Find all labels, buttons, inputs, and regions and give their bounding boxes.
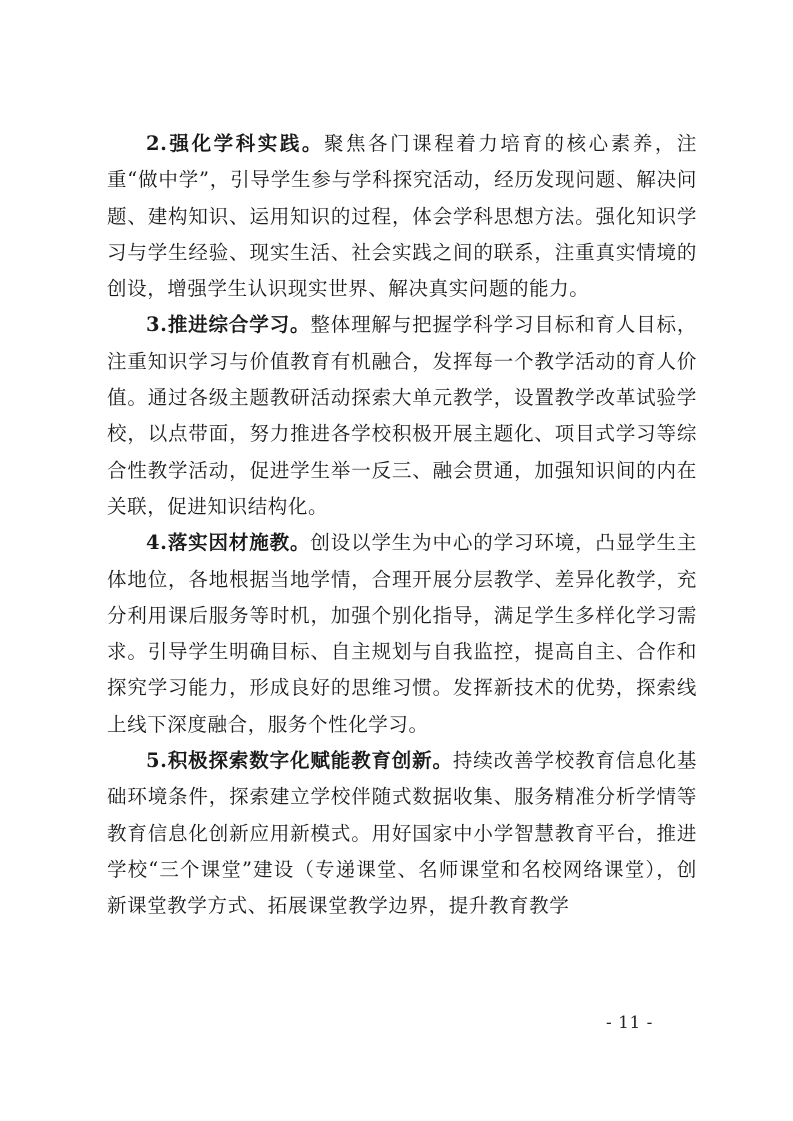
paragraph-text: 创设以学生为中心的学习环境，凸显学生主体地位，各地根据当地学情，合理开展分层教学、差异化教学，充分利用课后服务等时机，加强个别化指导，满足学生多样化学习需求。引导学生明确目标、自主规划与自我监控，提高自主、合作和探究学习能力，形成良好的思维习惯。发挥新技术的优势，探索线上线下深度融合，服务个性化学习。 (107, 531, 697, 736)
paragraph-digital-innovation (107, 743, 697, 924)
paragraph-subject-practice (107, 126, 697, 307)
paragraph-integrated-learning (107, 307, 697, 525)
paragraph-heading: 5.积极探索数字化赋能教育创新。 (146, 749, 453, 773)
paragraph-text: 持续改善学校教育信息化基础环境条件，探索建立学校伴随式数据收集、服务精准分析学情等教育信息化创新应用新模式。用好国家中小学智慧教育平台，推进学校“三个课堂”建设（专递课堂、名师课堂和名校网络课堂），创新课堂教学方式、拓展课堂教学边界，提升教育教学 (107, 749, 697, 918)
paragraph-heading: 2.强化学科实践。 (146, 132, 324, 155)
document-body (107, 126, 697, 925)
paragraph-text: 整体理解与把握学科学习目标和育人目标，注重知识学习与价值教育有机融合，发挥每一个教学活动的育人价值。通过各级主题教研活动探索大单元教学，设置教学改革试验学校，以点带面，努力推进各学校积极开展主题化、项目式学习等综合性教学活动，促进学生举一反三、融会贯通，加强知识间的内在关联，促进知识结构化。 (107, 313, 697, 518)
paragraph-heading: 3.推进综合学习。 (146, 313, 311, 337)
paragraph-heading: 4.落实因材施教。 (146, 531, 311, 555)
page-number: - 11 - (606, 1013, 653, 1033)
paragraph-text: 聚焦各门课程着力培育的核心素养，注重“做中学”，引导学生参与学科探究活动，经历发现问题、解决问题、建构知识、运用知识的过程，体会学科思想方法。强化知识学习与学生经验、现实生活、社会实践之间的联系，注重真实情境的创设，增强学生认识现实世界、解决真实问题的能力。 (107, 132, 697, 301)
paragraph-individualized-teaching (107, 525, 697, 743)
